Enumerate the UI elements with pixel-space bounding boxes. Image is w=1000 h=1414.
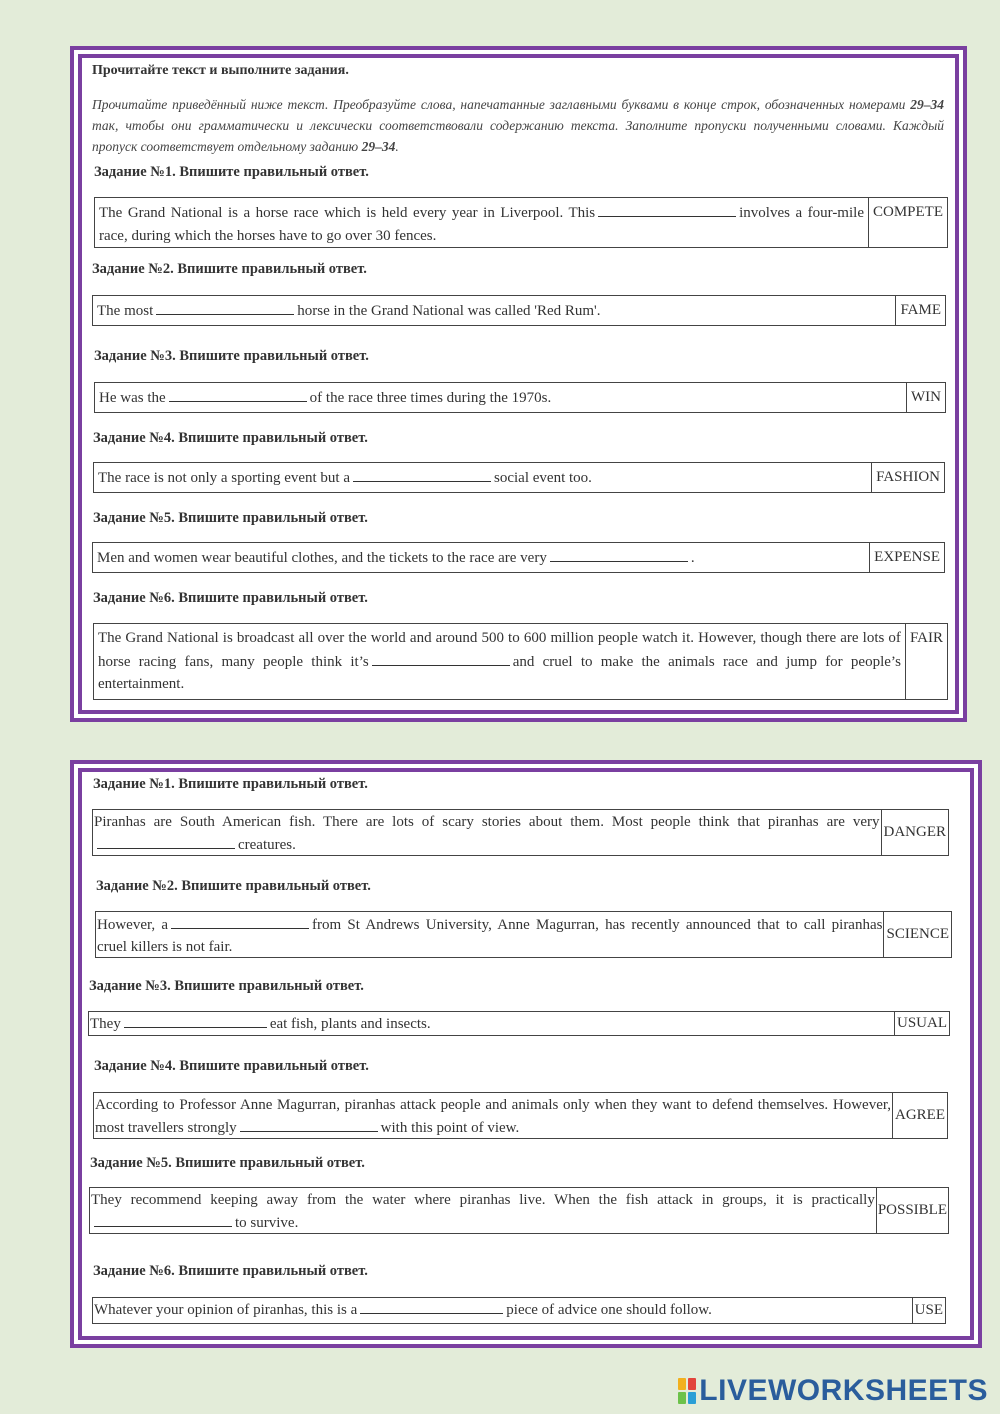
logo-text: LIVEWORKSHEETS: [699, 1374, 988, 1407]
task-row: [92, 295, 946, 326]
task-heading: Задание №3. Впишите правильный ответ.: [89, 978, 364, 994]
answer-blank[interactable]: [598, 201, 736, 217]
task-row: [88, 1011, 950, 1036]
task-keyword: DANGER: [883, 824, 946, 841]
task-keyword: COMPETE: [872, 204, 943, 220]
task-row: [94, 197, 948, 248]
task-heading: Задание №4. Впишите правильный ответ.: [94, 1058, 369, 1074]
task-heading: Задание №4. Впишите правильный ответ.: [93, 430, 368, 446]
task-keyword: USUAL: [896, 1015, 947, 1031]
task-sentence: Whatever your opinion of piranhas, this is a piece of advice one should follow.: [93, 1298, 913, 1323]
task-keyword: AGREE: [895, 1107, 945, 1124]
answer-blank[interactable]: [156, 299, 294, 315]
liveworksheets-logo-icon: [678, 1378, 696, 1404]
task-row: [89, 1187, 949, 1234]
answer-blank[interactable]: [372, 650, 510, 666]
task-sentence: They eat fish, plants and insects.: [89, 1012, 895, 1035]
liveworksheets-logo[interactable]: [678, 1374, 988, 1408]
task-heading: Задание №5. Впишите правильный ответ.: [90, 1155, 365, 1171]
task-sentence: According to Professor Anne Magurran, piranhas attack people and animals only when they want to defend themselves. However, most travellers strongly with this point of view.: [94, 1093, 893, 1138]
task-keyword: FAIR: [909, 630, 943, 646]
task-sentence: However, a from St Andrews University, Anne Magurran, has recently announced that to call piranhas cruel killers is not fair.: [96, 912, 884, 957]
task-heading: Задание №6. Впишите правильный ответ.: [93, 1263, 368, 1279]
answer-blank[interactable]: [550, 546, 688, 562]
answer-blank[interactable]: [94, 1211, 232, 1227]
task-row: [94, 382, 946, 413]
instructions-text: Прочитайте приведённый ниже текст. Преобразуйте слова, напечатанные заглавными буквами в конце строк, обозначенных номерами 29–34 так, чтобы они грамматически и лексически соответствовали содержанию текста. Заполните пропуски полученными словами. Каждый пропуск соответствует отдельному заданию 29–34.: [92, 97, 944, 154]
task-keyword: POSSIBLE: [877, 1202, 947, 1219]
task-heading: Задание №1. Впишите правильный ответ.: [93, 776, 368, 792]
task-sentence: They recommend keeping away from the water where piranhas live. When the fish attack in groups, it is practicallyto survive.: [90, 1188, 877, 1233]
task-row: [93, 1092, 948, 1139]
task-keyword: FASHION: [876, 469, 940, 485]
task-keyword: SCIENCE: [886, 926, 949, 943]
answer-blank[interactable]: [97, 833, 235, 849]
task-heading: Задание №5. Впишите правильный ответ.: [93, 510, 368, 526]
task-sentence: The Grand National is a horse race which is held every year in Liverpool. This involves a four-mile race, during which the horses have to go over 30 fences.: [95, 198, 869, 247]
task-row: [93, 462, 945, 493]
task-heading: Задание №3. Впишите правильный ответ.: [94, 348, 369, 364]
task-row: [93, 623, 948, 700]
task-heading: Задание №1. Впишите правильный ответ.: [94, 164, 369, 180]
task-row: [92, 809, 949, 856]
task-sentence: Men and women wear beautiful clothes, and the tickets to the race are very .: [93, 543, 870, 572]
task-heading: Задание №2. Впишите правильный ответ.: [92, 261, 367, 277]
task-keyword: EXPENSE: [874, 549, 940, 565]
task-row: [95, 911, 952, 958]
answer-blank[interactable]: [360, 1298, 503, 1314]
task-keyword: WIN: [911, 389, 941, 405]
task-row: [92, 542, 945, 573]
task-sentence: The Grand National is broadcast all over the world and around 500 to 600 million people watch it. However, though there are lots of horse racing fans, many people think it’s and cruel to make the animals race and jump for people’s entertainment.: [94, 624, 906, 699]
instructions-title: Прочитайте текст и выполните задания.: [92, 63, 349, 78]
answer-blank[interactable]: [353, 466, 491, 482]
task-sentence: The most horse in the Grand National was called 'Red Rum'.: [93, 296, 896, 325]
task-keyword: FAME: [900, 302, 941, 318]
answer-blank[interactable]: [169, 386, 307, 402]
answer-blank[interactable]: [240, 1116, 378, 1132]
answer-blank[interactable]: [124, 1012, 267, 1028]
task-row: [92, 1297, 946, 1324]
task-sentence: He was the of the race three times during the 1970s.: [95, 383, 907, 412]
task-sentence: The race is not only a sporting event but a social event too.: [94, 463, 872, 492]
task-heading: Задание №2. Впишите правильный ответ.: [96, 878, 371, 894]
answer-blank[interactable]: [171, 913, 309, 929]
task-keyword: USE: [914, 1302, 943, 1318]
task-heading: Задание №6. Впишите правильный ответ.: [93, 590, 368, 606]
task-sentence: Piranhas are South American fish. There are lots of scary stories about them. Most people think that piranhas are verycreatures.: [93, 810, 882, 855]
